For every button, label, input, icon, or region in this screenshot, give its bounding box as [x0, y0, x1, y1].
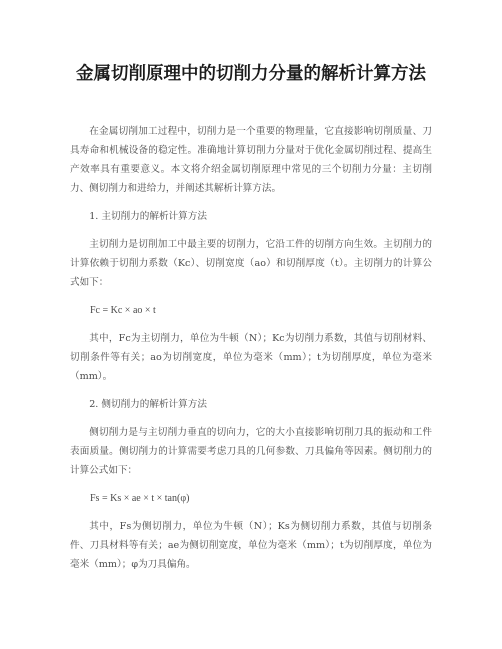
document-body: [70, 122, 432, 583]
side-force-formula: Fs = Ks × ae × t × tan(φ): [90, 493, 190, 504]
section-2-heading: 2. 侧切削力的解析计算方法: [89, 399, 207, 410]
section-1-heading: 1. 主切削力的解析计算方法: [89, 211, 207, 222]
document-title: 金属切削原理中的切削力分量的解析计算方法: [76, 64, 426, 84]
intro-paragraph: 在金属切削加工过程中，切削力是一个重要的物理量，它直接影响切削质量、刀具寿命和机械设备的稳定性。准确地计算切削力分量对于优化金属切削过程、提高生产效率具有重要意义。本文将介绍金属切削原理中常见的三个切削力分量：主切削力、侧切削力和进给力，并阐述其解析计算方法。: [70, 126, 432, 194]
section-2-paragraph: 侧切削力是与主切削力垂直的切向力，它的大小直接影响切削刀具的振动和工件表面质量。侧切削力的计算需要考虑刀具的几何参数、刀具偏角等因素。侧切削力的计算公式如下：: [70, 427, 432, 476]
section-2-explanation: 其中，Fs为侧切削力，单位为牛顿（N）；Ks为侧切削力系数，其值与切削条件、刀具材料等有关；ae为侧切削宽度，单位为毫米（mm）；t为切削厚度，单位为毫米（mm）；φ为刀具偏角。: [70, 521, 432, 570]
section-1-explanation: 其中，Fc为主切削力，单位为牛顿（N）；Kc为切削力系数，其值与切削材料、切削条件等有关；ao为切削宽度，单位为毫米（mm）；t为切削厚度，单位为毫米（mm）。: [70, 333, 432, 382]
section-1-paragraph: 主切削力是切削加工中最主要的切削力，它沿工件的切削方向生效。主切削力的计算依赖于切削力系数（Kc）、切削宽度（ao）和切削厚度（t）。主切削力的计算公式如下：: [70, 239, 432, 288]
main-force-formula: Fc = Kc × ao × t: [90, 305, 156, 316]
